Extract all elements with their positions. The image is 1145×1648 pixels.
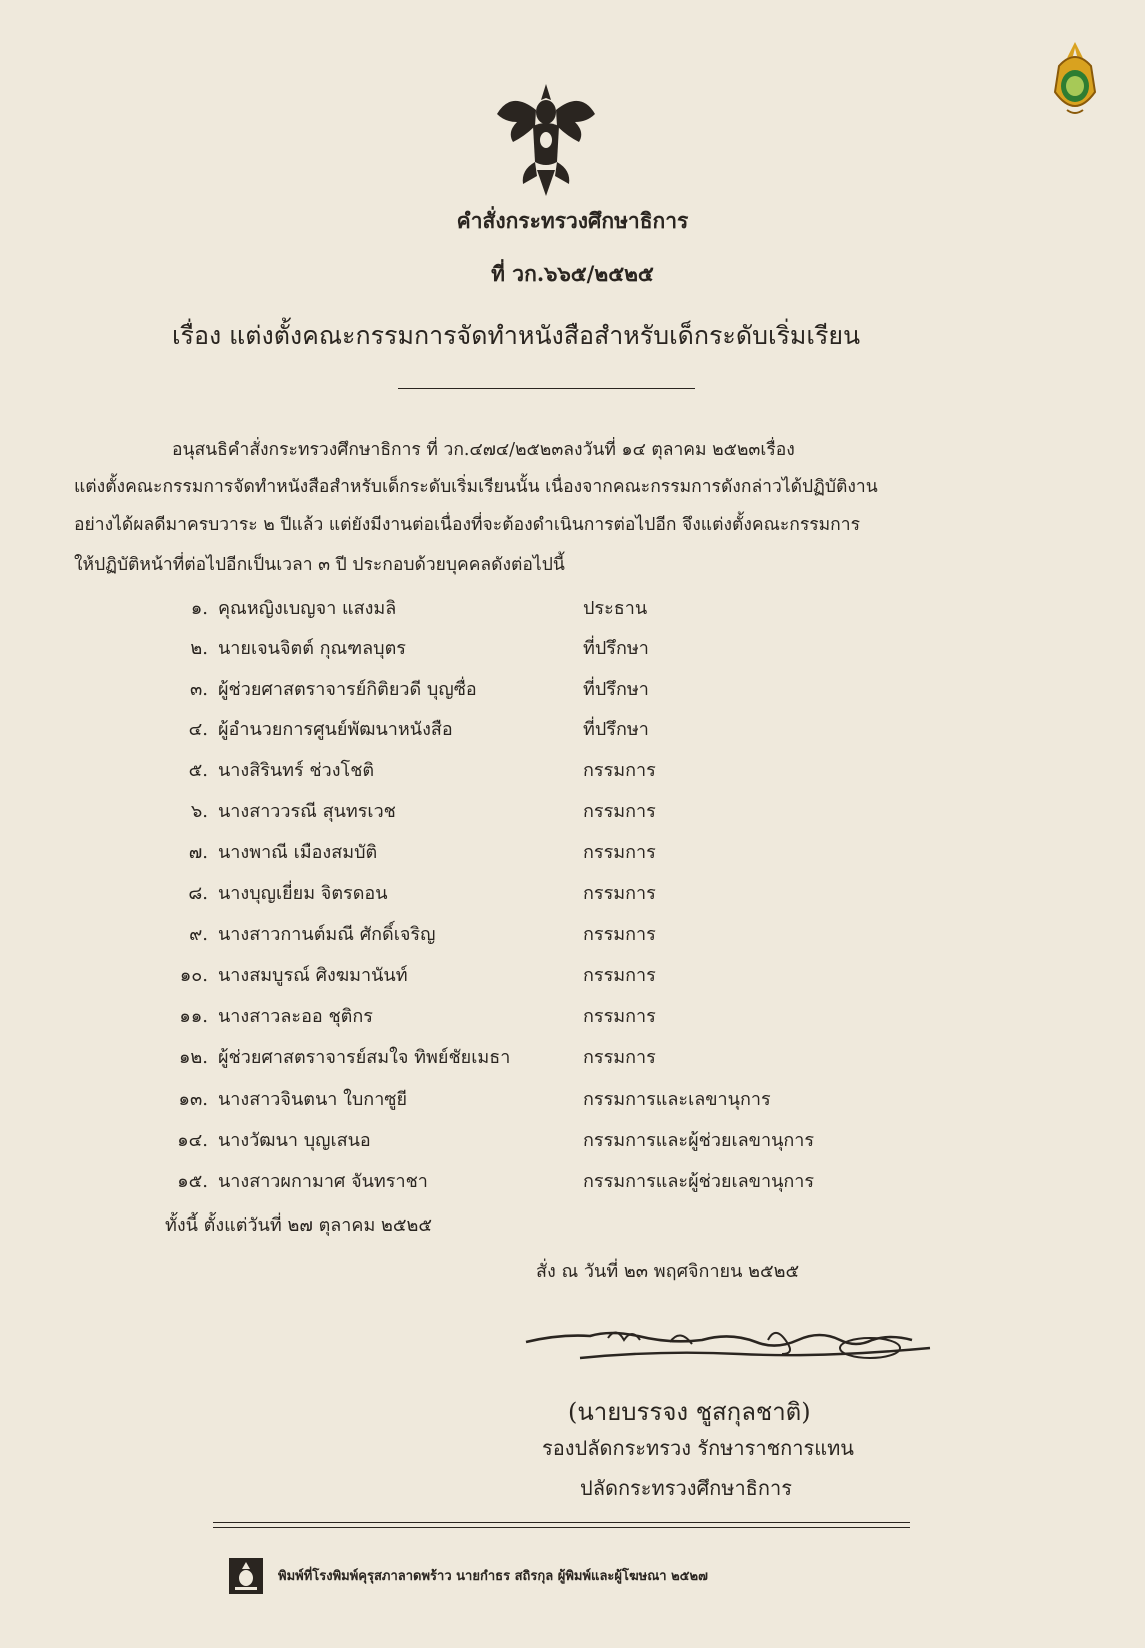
member-row: [150, 878, 970, 908]
member-role: กรรมการ: [583, 883, 656, 904]
member-number: ๑๓.: [178, 1089, 208, 1110]
body-line-3: อย่างได้ผลดีมาครบวาระ ๒ ปีแล้ว แต่ยังมีงานต่อเนื่องที่จะต้องดำเนินการต่อไปอีก จึงแต่งตั้งคณะกรรมการ: [74, 515, 860, 535]
signatory-position: รองปลัดกระทรวง รักษาราชการแทน: [542, 1436, 854, 1460]
printing-press-logo: [228, 1557, 264, 1595]
member-role: ที่ปรึกษา: [583, 719, 649, 740]
member-name: นางบุญเยี่ยม จิตรดอน: [218, 883, 388, 904]
printer-credit: พิมพ์ที่โรงพิมพ์คุรุสภาลาดพร้าว นายกำธร สถิรกุล ผู้พิมพ์และผู้โฆษณา ๒๕๒๗: [278, 1569, 708, 1584]
handwritten-signature: [520, 1310, 940, 1380]
member-name: ผู้อำนวยการศูนย์พัฒนาหนังสือ: [218, 719, 453, 740]
member-role: ที่ปรึกษา: [583, 638, 649, 659]
member-name: นางสิรินทร์ ช่วงโชติ: [218, 760, 375, 781]
member-name: นางสาววรณี สุนทรเวช: [218, 801, 396, 822]
member-row: [150, 714, 970, 744]
effective-date: ทั้งนี้ ตั้งแต่วันที่ ๒๗ ตุลาคม ๒๕๒๕: [165, 1215, 433, 1236]
member-number: ๑๔.: [177, 1130, 208, 1151]
garuda-emblem: [491, 80, 601, 198]
member-role: ประธาน: [583, 598, 648, 619]
member-number: ๖.: [190, 801, 208, 822]
member-row: [150, 674, 970, 704]
body-line-1: อนุสนธิคำสั่งกระทรวงศึกษาธิการ ที่ วก.๔๗๔/๒๕๒๓ลงวันที่ ๑๔ ตุลาคม ๒๕๒๓เรื่อง: [172, 440, 795, 460]
member-name: นายเจนจิตต์ กุณฑลบุตร: [218, 638, 406, 659]
member-name: นางพาณี เมืองสมบัติ: [218, 842, 378, 863]
member-row: [150, 1084, 970, 1114]
member-number: ๑๒.: [178, 1047, 208, 1068]
signatory-name: (นายบรรจง ชูสกุลชาติ): [568, 1398, 811, 1426]
order-number: ที่ วก.๖๖๕/๒๕๒๕: [491, 261, 654, 286]
member-name: ผู้ช่วยศาสตราจารย์สมใจ ทิพย์ชัยเมธา: [218, 1047, 511, 1068]
member-row: [150, 1042, 970, 1072]
member-row: [150, 837, 970, 867]
member-row: [150, 633, 970, 663]
member-number: ๑.: [190, 598, 208, 619]
member-row: [150, 796, 970, 826]
body-line-4: ให้ปฏิบัติหน้าที่ต่อไปอีกเป็นเวลา ๓ ปี ประกอบด้วยบุคคลดังต่อไปนี้: [74, 555, 565, 575]
member-row: [150, 755, 970, 785]
member-name: นางสาวละออ ชุติกร: [218, 1006, 373, 1027]
member-number: ๒.: [190, 638, 208, 659]
member-name: นางสาวจินตนา ใบกาซูยี: [218, 1089, 408, 1110]
member-role: กรรมการ: [583, 1047, 656, 1068]
body-line-2: แต่งตั้งคณะกรรมการจัดทำหนังสือสำหรับเด็กระดับเริ่มเรียนนั้น เนื่องจากคณะกรรมการดังกล่าวได้ปฏิบัติงาน: [74, 477, 878, 497]
member-role: กรรมการ: [583, 801, 656, 822]
member-name: ผู้ช่วยศาสตราจารย์กิติยวดี บุญซื่อ: [218, 679, 477, 700]
member-name: นางสาวผกามาศ จันทราชา: [218, 1171, 428, 1192]
footer-divider: [213, 1522, 910, 1523]
member-name: นางสาวกานต์มณี ศักดิ์เจริญ: [218, 924, 436, 945]
member-row: [150, 1166, 970, 1196]
member-name: นางสมบูรณ์ ศิงฆมานันท์: [218, 965, 408, 986]
member-role: กรรมการและเลขานุการ: [583, 1089, 771, 1110]
member-number: ๓.: [189, 679, 208, 700]
ministry-seal-logo: [1047, 40, 1103, 120]
member-row: [150, 919, 970, 949]
member-row: [150, 593, 970, 623]
member-role: ที่ปรึกษา: [583, 679, 649, 700]
signatory-position-2: ปลัดกระทรวงศึกษาธิการ: [580, 1476, 792, 1500]
member-role: กรรมการ: [583, 924, 656, 945]
order-date: สั่ง ณ วันที่ ๒๓ พฤศจิกายน ๒๕๒๕: [536, 1261, 800, 1282]
member-name: คุณหญิงเบญจา แสงมลิ: [218, 598, 397, 619]
member-number: ๔.: [188, 719, 208, 740]
member-row: [150, 1125, 970, 1155]
footer-divider: [213, 1527, 910, 1528]
member-row: [150, 1001, 970, 1031]
subject-underline: [398, 388, 695, 389]
member-row: [150, 960, 970, 990]
member-number: ๘.: [188, 883, 208, 904]
order-title: คำสั่งกระทรวงศึกษาธิการ: [456, 208, 689, 233]
member-role: กรรมการ: [583, 760, 656, 781]
member-role: กรรมการ: [583, 1006, 656, 1027]
member-number: ๑๑.: [179, 1006, 208, 1027]
member-role: กรรมการและผู้ช่วยเลขานุการ: [583, 1171, 815, 1192]
member-number: ๑๕.: [177, 1171, 208, 1192]
member-role: กรรมการ: [583, 842, 656, 863]
member-number: ๙.: [189, 924, 208, 945]
member-number: ๑๐.: [179, 965, 208, 986]
order-subject: เรื่อง แต่งตั้งคณะกรรมการจัดทำหนังสือสำหรับเด็กระดับเริ่มเรียน: [172, 321, 861, 350]
member-number: ๗.: [188, 842, 208, 863]
member-role: กรรมการและผู้ช่วยเลขานุการ: [583, 1130, 815, 1151]
member-name: นางวัฒนา บุญเสนอ: [218, 1130, 371, 1151]
member-role: กรรมการ: [583, 965, 656, 986]
member-number: ๕.: [188, 760, 208, 781]
